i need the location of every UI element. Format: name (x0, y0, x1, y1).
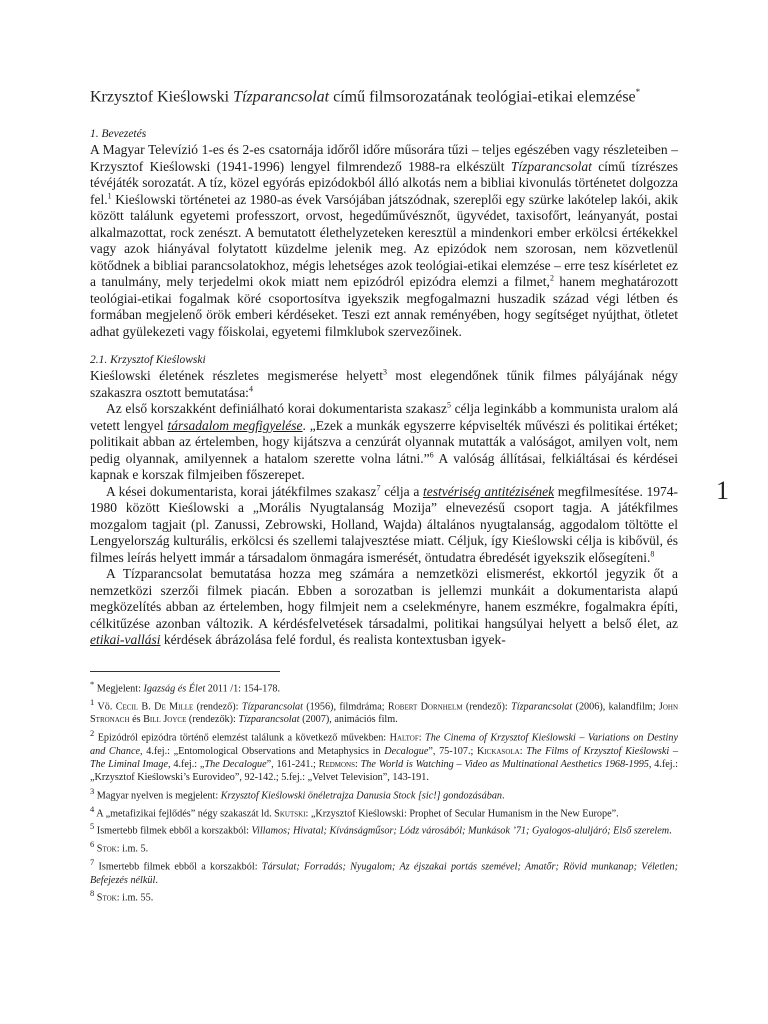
section-heading-introduction: 1. Bevezetés (90, 128, 147, 141)
footnote-ref: 3 (382, 367, 387, 377)
footnote-ref: 8 (650, 549, 655, 559)
footnote-ref: 1 (107, 191, 112, 201)
footnote-ref: 2 (549, 273, 554, 283)
body-paragraph: Kieślowski életének részletes megismerése helyett$^3$ most elegendőnek tűnik filmes pályájának négy szakaszra osztott bemutatása:$^4$ (90, 367, 678, 400)
footnote: $^1$ Vö. Cecil B. De Mille (rendező): Tízparancsolat (1956), filmdráma; Robert Dornhelm (rendező): Tízparancsolat (2006), kalandfilm; John Stronach és Bill Joyce (rendezők): Tízparancsolat (2007), animációs film. (90, 696, 679, 726)
page-number: 1 (716, 476, 729, 505)
body-paragraph: Az első korszakként definiálható korai dokumentarista szakasz$^5$ célja leginkább a kommunista uralom alá vetett lengyel társadalom megfigyelése. „Ezek a munkák egyszerre képviselték művészi és politikai értéket; politikait abban az értelemben, hogy kijátszva a cenzúrát olyannak mutatták a valóságot, amilyen volt, nem pedig olyannak, amilyennek a hatalom szerette volna látni.”$^6$ A valóság állításai, felkiáltásai és kérdései kapnak e korszak filmjeiben főszerepet. (90, 400, 678, 483)
section-heading-kieslowski: 2.1. Krzysztof Kieślowski (90, 354, 206, 367)
footnote: $^6$ Stok: i.m. 5. (90, 839, 149, 855)
body-paragraph: A Tízparancsolat bemutatása hozza meg számára a nemzetközi elismerést, ekkortól jegyzik őt a nemzetközi szerzői filmek piacán. Ebben a sorozatban is jellemzi munkáit a dokumentarista alapú megközelítés abban az értelemben, hogy filmjeit nem a cselekményre, hanem eszmékre, fogalmakra építi, célkitűzése azonban változik. A kérdésfelvetések társadalmi, politikai hangsúlyai helyett a belső élet, az etikai-vallási kérdések ábrázolása felé fordul, és realista kontextusban igyek- (90, 566, 678, 648)
footnote: $^3$ Magyar nyelven is megjelent: Krzysztof Kieślowski önéletrajza Danusia Stock [sic!] gondozásában. (90, 785, 505, 802)
document-title: Krzysztof Kieślowski Tízparancsolat című filmsorozatának teológiai-etikai elemzése* (90, 87, 641, 106)
document-page (90, 82, 678, 905)
footnote: * Megjelent: Igazság és Élet 2011 /1: 154-178. (90, 678, 281, 695)
body-paragraph: A kései dokumentarista, korai játékfilmes szakasz$^7$ célja a testvériség antitézisének megfilmesítése. 1974-1980 között Kieślowski a „Morális Nyugtalanság Mozija” elnevezésű csoport tagja. A játékfilmes mozgalom tagjait (pl. Zanussi, Zebrowski, Holland, Wajda) általános nyugtalanság, aggodalom töltötte el Lengyelország kulturális, erkölcsi és szellemi talajvesztése miatt. Céljuk, így Kieślowski célja is kibővül, és filmes leírás helyett immár a társadalom önmagára ismerését, öntudatra ébredését igyekszik elősegíteni.$^8$ (90, 483, 678, 565)
footnote: $^4$ A „metafizikai fejlődés” négy szakaszát ld. Skutski: „Krzysztof Kieślowski: Prophet of Secular Humanism in the New Europe”. (90, 803, 619, 820)
footnote-divider (90, 671, 280, 672)
footnote-ref: 6 (429, 450, 434, 460)
footnote: $^2$ Epizódról epizódra történő elemzést találunk a következő művekben: Haltof: The Cinema of Krzysztof Kieślowski – Variations on Destiny and Chance, 4.fej.: „Entomological Observations and Metaphysics in Decalogue”, 75-107.; Kickasola: The Films of Krzysztof Kieślowski – The Liminal Image, 4.fej.: „The Decalogue”, 161-241.; Redmons: The World is Watching – Video as Multinational Aesthetics 1968-1995, 4.fej.: „Krzysztof Kieślowski’s Eurovideo”, 92-142.; 5.fej.: „Velvet Television”, 143-191. (90, 727, 678, 784)
footnote-ref: 7 (376, 483, 381, 493)
footnote-ref: 5 (446, 400, 451, 410)
footnote: $^7$ Ismertebb filmek ebből a korszakból: Társulat; Forradás; Nyugalom; Az éjszakai portás szemével; Amatőr; Rövid munkanap; Véletlen; Befejezés nélkül. (90, 857, 678, 886)
footnote: $^8$ Stok: i.m. 55. (90, 888, 154, 904)
footnote: $^5$ Ismertebb filmek ebből a korszakból: Villamos; Hivatal; Kívánságműsor; Lódz városából; Munkások ’71; Gyalogos-aluljáró; Első szerelem. (90, 821, 672, 837)
footnote-ref: 4 (248, 384, 253, 394)
introduction-paragraph: A Magyar Televízió 1-es és 2-es csatornája időről időre műsorára tűzi – teljes egészében vagy részleteiben – Krzysztof Kieślowski (1941-1996) lengyel filmrendező 1988-ra elkészült Tízparancsolat című tízrészes tévéjáték sorozatát. A tíz, közel egyórás epizódokból álló alkotás nem a bibliai kivonulás történetet dolgozza fel.$^1$ Kieślowski történetei az 1980-as évek Varsójában játszódnak, szereplői egy szürke lakótelep lakói, akik között találunk egyetemi professzort, orvost, hegedűművésznőt, ügyvédet, taxisofőrt, leányanyát, postai alkalmazottat, rock zenészt. A bemutatott élethelyzeteken keresztül a mindenkori ember erkölcsi értékekkel vagy azok hiányával folytatott küzdelme jelenik meg. Az epizódok nem szorosan, nem közvetlenül kötődnek a bibliai parancsolatokhoz, mégis lehetséges azok teológiai-etikai elemzése – erre tesz kísérletet ez a tanulmány, mely terjedelmi okok miatt nem epizódról epizódra elemzi a filmet,$^2$ hanem meghatározott teológiai-etikai fogalmak köré csoportosítva igyekszik megfogalmazni huszadik század végi létben és formában megjelenő örök emberi kérdéseket. Teszi ezt annak reményében, hogy segítséget nyújthat, ötletet adhat gyülekezeti vagy főiskolai, egyetemi filmklubok szervezőinek. (90, 142, 679, 339)
